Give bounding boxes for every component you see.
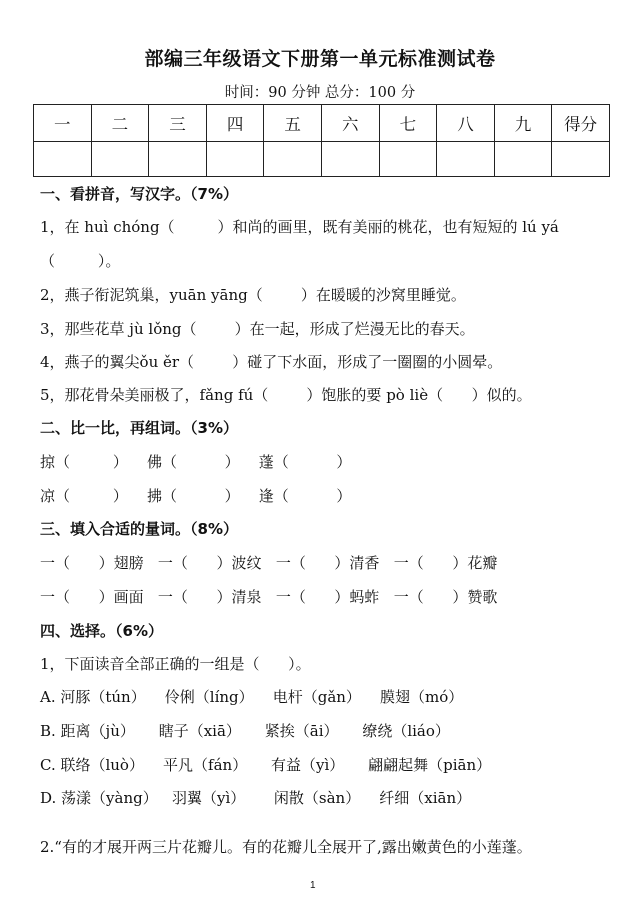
section-1-line: （ ）。 <box>40 252 121 270</box>
score-col-total: 得分 <box>552 105 610 142</box>
score-cell <box>149 142 207 177</box>
option-c: C. 联络（luò） 平凡（fán） 有益（yì） 翩翩起舞（piān） <box>40 756 492 774</box>
score-col-7: 七 <box>379 105 437 142</box>
score-table <box>33 104 610 177</box>
section-4-question: 1，下面读音全部正确的一组是（ ）。 <box>40 655 311 673</box>
section-1-line: 3，那些花草 jù lǒng（ ）在一起，形成了烂漫无比的春天。 <box>40 320 475 338</box>
section-1-line: 1，在 huì chóng（ ）和尚的画里，既有美丽的桃花，也有短短的 lú yá <box>40 218 559 236</box>
score-cell <box>494 142 552 177</box>
section-2-heading: 二、比一比，再组词。（3%） <box>40 419 238 437</box>
score-col-9: 九 <box>494 105 552 142</box>
question-2: 2.“有的才展开两三片花瓣儿。有的花瓣儿全展开了,露出嫩黄色的小莲蓬。 <box>40 838 532 856</box>
score-cell <box>206 142 264 177</box>
score-col-8: 八 <box>437 105 495 142</box>
section-1-line: 5，那花骨朵美丽极了，fǎng fú（ ）饱胀的要 pò liè（ ）似的。 <box>40 386 532 404</box>
section-1-line: 2，燕子衔泥筑巢，yuān yāng（ ）在暖暖的沙窝里睡觉。 <box>40 286 466 304</box>
score-col-3: 三 <box>149 105 207 142</box>
score-col-1: 一 <box>34 105 92 142</box>
score-cell <box>437 142 495 177</box>
score-col-2: 二 <box>91 105 149 142</box>
score-col-6: 六 <box>321 105 379 142</box>
option-b: B. 距离（jù） 瞎子（xiā） 紧挨（āi） 缭绕（liáo） <box>40 722 450 740</box>
exam-title: 部编三年级语文下册第一单元标准测试卷 <box>144 48 496 70</box>
page-number: 1 <box>310 880 316 891</box>
score-cell <box>379 142 437 177</box>
option-d: D. 荡漾（yàng） 羽翼（yì） 闲散（sàn） 纤细（xiān） <box>40 789 472 807</box>
score-cell <box>552 142 610 177</box>
section-2-line: 凉（ ） 拂（ ） 逢（ ） <box>40 487 352 505</box>
score-col-4: 四 <box>206 105 264 142</box>
section-1-heading: 一、看拼音，写汉字。（7%） <box>40 185 238 203</box>
section-4-heading: 四、选择。（6%） <box>40 622 163 640</box>
section-3-heading: 三、填入合适的量词。（8%） <box>40 520 238 538</box>
section-3-line: 一（ ）画面 一（ ）清泉 一（ ）蚂蚱 一（ ）赞歌 <box>40 588 498 606</box>
score-table-header-row <box>34 105 610 142</box>
score-table-blank-row <box>34 142 610 177</box>
section-2-line: 掠（ ） 佛（ ） 蓬（ ） <box>40 453 352 471</box>
score-col-5: 五 <box>264 105 322 142</box>
score-cell <box>264 142 322 177</box>
score-cell <box>321 142 379 177</box>
section-3-line: 一（ ）翅膀 一（ ）波纹 一（ ）清香 一（ ）花瓣 <box>40 554 498 572</box>
option-a: A. 河豚（tún） 伶俐（líng） 电杆（gǎn） 膜翅（mó） <box>40 688 464 706</box>
section-1-line: 4，燕子的翼尖ǒu ěr（ ）碰了下水面，形成了一圈圈的小圆晕。 <box>40 353 503 371</box>
score-cell <box>34 142 92 177</box>
score-cell <box>91 142 149 177</box>
exam-meta: 时间：90 分钟 总分：100 分 <box>224 85 416 101</box>
